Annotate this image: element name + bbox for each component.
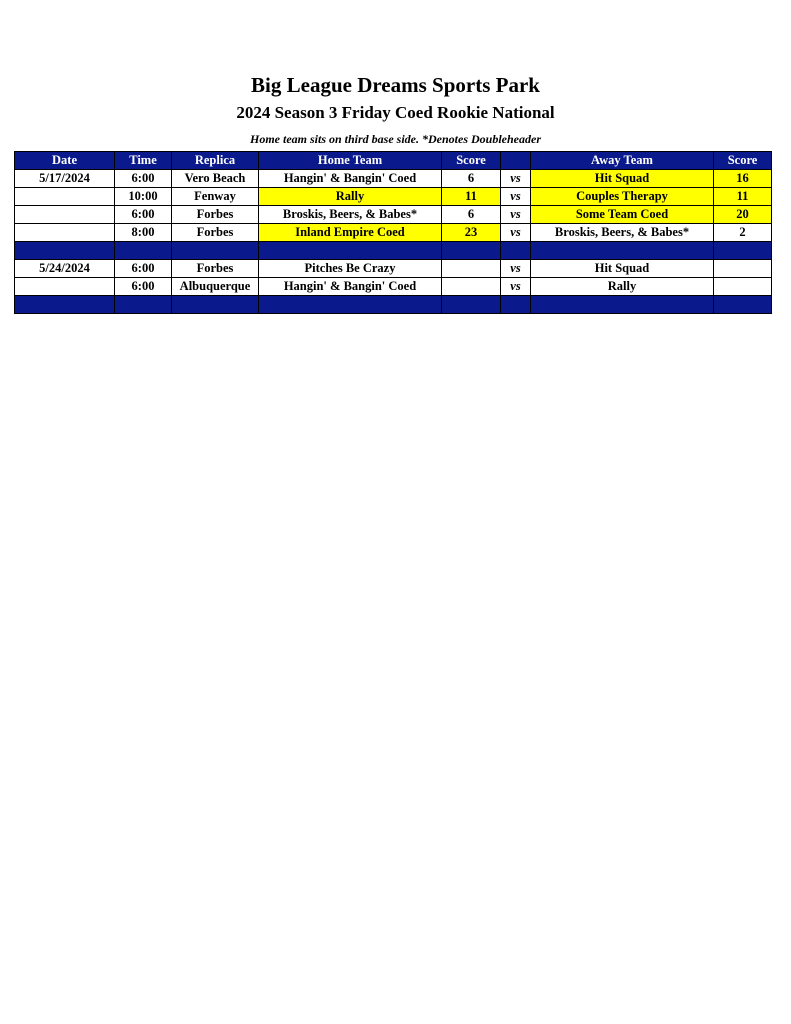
table-row	[15, 224, 772, 242]
time-cell: 6:00	[115, 170, 172, 188]
vs-cell: vs	[501, 224, 531, 242]
away-score-cell	[714, 278, 772, 296]
table-row	[15, 170, 772, 188]
home-score-cell: 11	[442, 188, 501, 206]
home-score-cell: 6	[442, 170, 501, 188]
date-cell	[15, 278, 115, 296]
vs-cell: vs	[501, 170, 531, 188]
time-cell: 6:00	[115, 260, 172, 278]
col-header-away-score: Score	[714, 152, 772, 170]
date-cell	[15, 188, 115, 206]
separator-cell	[714, 242, 772, 260]
table-row	[15, 206, 772, 224]
col-header-vs	[501, 152, 531, 170]
col-header-replica: Replica	[172, 152, 259, 170]
separator-cell	[15, 242, 115, 260]
vs-cell: vs	[501, 206, 531, 224]
separator-cell	[15, 296, 115, 314]
away-score-cell: 11	[714, 188, 772, 206]
away-team-cell: Couples Therapy	[531, 188, 714, 206]
date-cell: 5/24/2024	[15, 260, 115, 278]
home-score-cell: 6	[442, 206, 501, 224]
separator-cell	[501, 242, 531, 260]
away-team-cell: Broskis, Beers, & Babes*	[531, 224, 714, 242]
table-row	[15, 278, 772, 296]
vs-cell: vs	[501, 188, 531, 206]
separator-cell	[259, 242, 442, 260]
separator-cell	[531, 242, 714, 260]
separator-cell	[531, 296, 714, 314]
time-cell: 6:00	[115, 278, 172, 296]
table-row	[15, 188, 772, 206]
time-cell: 10:00	[115, 188, 172, 206]
away-team-cell: Hit Squad	[531, 170, 714, 188]
table-header-row	[15, 152, 772, 170]
separator-cell	[172, 296, 259, 314]
schedule-body	[15, 170, 772, 314]
separator-band	[15, 242, 772, 260]
vs-cell: vs	[501, 278, 531, 296]
vs-cell: vs	[501, 260, 531, 278]
replica-cell: Forbes	[172, 206, 259, 224]
date-cell	[15, 206, 115, 224]
away-score-cell: 16	[714, 170, 772, 188]
page-subtitle: 2024 Season 3 Friday Coed Rookie National	[236, 103, 555, 122]
home-team-cell: Broskis, Beers, & Babes*	[259, 206, 442, 224]
col-header-time: Time	[115, 152, 172, 170]
schedule-note: Home team sits on third base side. *Denotes Doubleheader	[250, 132, 541, 146]
home-score-cell	[442, 260, 501, 278]
replica-cell: Vero Beach	[172, 170, 259, 188]
separator-cell	[172, 242, 259, 260]
home-score-cell: 23	[442, 224, 501, 242]
col-header-away-team: Away Team	[531, 152, 714, 170]
replica-cell: Forbes	[172, 260, 259, 278]
page-title: Big League Dreams Sports Park	[251, 73, 540, 97]
schedule-table	[14, 151, 772, 314]
separator-cell	[501, 296, 531, 314]
date-cell: 5/17/2024	[15, 170, 115, 188]
time-cell: 6:00	[115, 206, 172, 224]
home-team-cell: Inland Empire Coed	[259, 224, 442, 242]
date-cell	[15, 224, 115, 242]
col-header-home-score: Score	[442, 152, 501, 170]
separator-band	[15, 296, 772, 314]
away-team-cell: Hit Squad	[531, 260, 714, 278]
home-score-cell	[442, 278, 501, 296]
separator-cell	[442, 242, 501, 260]
replica-cell: Forbes	[172, 224, 259, 242]
home-team-cell: Hangin' & Bangin' Coed	[259, 170, 442, 188]
away-score-cell: 20	[714, 206, 772, 224]
away-score-cell: 2	[714, 224, 772, 242]
replica-cell: Albuquerque	[172, 278, 259, 296]
time-cell: 8:00	[115, 224, 172, 242]
separator-cell	[442, 296, 501, 314]
table-row	[15, 260, 772, 278]
separator-cell	[115, 242, 172, 260]
separator-cell	[259, 296, 442, 314]
home-team-cell: Hangin' & Bangin' Coed	[259, 278, 442, 296]
away-team-cell: Some Team Coed	[531, 206, 714, 224]
home-team-cell: Rally	[259, 188, 442, 206]
home-team-cell: Pitches Be Crazy	[259, 260, 442, 278]
separator-cell	[714, 296, 772, 314]
col-header-date: Date	[15, 152, 115, 170]
away-team-cell: Rally	[531, 278, 714, 296]
replica-cell: Fenway	[172, 188, 259, 206]
separator-cell	[115, 296, 172, 314]
col-header-home-team: Home Team	[259, 152, 442, 170]
away-score-cell	[714, 260, 772, 278]
